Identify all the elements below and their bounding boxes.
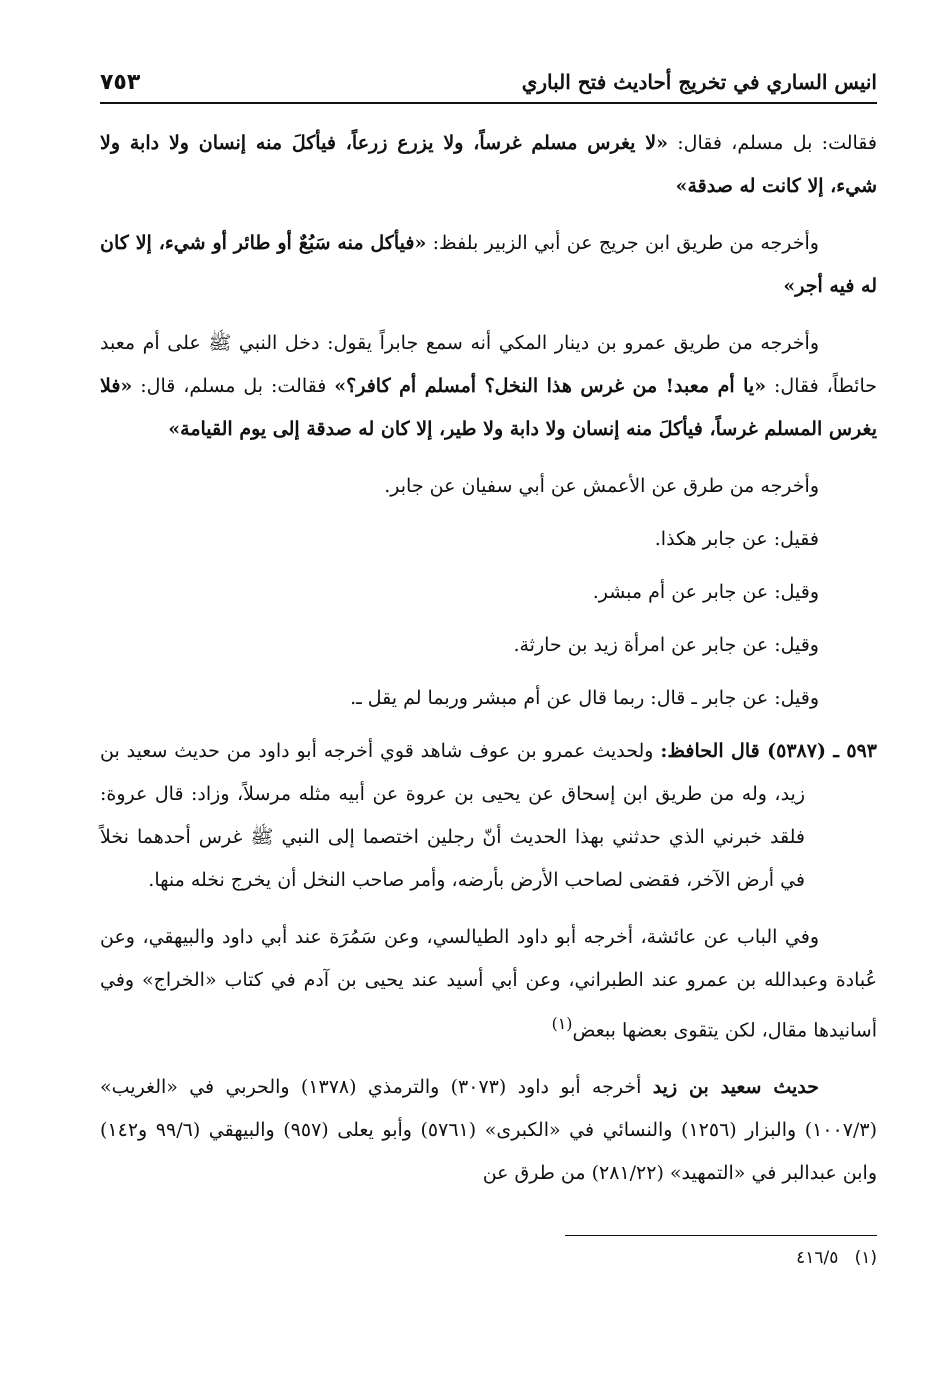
paragraph-1: [100, 122, 877, 208]
paragraph-4-text: وفي الباب عن عائشة، أخرجه أبو داود الطيالسي، وعن سَمُرَة عند أبي داود والبيهقي، وعن عُبادة وعبدالله بن عمرو عند الطبراني، وعن أبي أسيد عند يحيى بن آدم في كتاب «الخراج» وفي أسانيدها مقال، لكن يتقوى بعضها ببعض: [100, 926, 877, 1042]
paragraph-3: [100, 322, 877, 451]
list-item: وقيل: عن جابر عن أم مبشر.: [592, 581, 819, 603]
paragraph-1-quote: «لا يغرس مسلم غرساً، ولا يزرع زرعاً، فيأكلَ منه إنسان ولا دابة ولا شيء، إلا كانت له صدقة»: [100, 132, 877, 197]
paragraph-2-text: وأخرجه من طريق ابن جريج عن أبي الزبير بلفظ:: [426, 232, 819, 254]
paragraph-3-text-2: فقالت: بل مسلم، قال:: [132, 375, 335, 397]
list-item: فقيل: عن جابر هكذا.: [654, 528, 819, 550]
footnote-separator: [565, 1235, 877, 1236]
footnote-marker: (١): [854, 1248, 877, 1268]
footnote-text: ٤١٦/٥: [796, 1248, 839, 1268]
hadith-entry: [100, 730, 877, 902]
paragraph-1-text: فقالت: بل مسلم، فقال:: [667, 132, 877, 154]
paragraph-5-heading: حديث سعيد بن زيد: [652, 1076, 819, 1099]
paragraph-2: [100, 222, 877, 308]
main-text: [100, 122, 877, 1209]
paragraph-2-quote: «فيأكل منه سَبُعٌ أو طائر أو شيء، إلا كان له فيه أجر»: [100, 232, 877, 297]
hadith-number: ٥٩٣ ـ (٥٣٨٧) قال الحافظ:: [660, 740, 877, 762]
list-item: وأخرجه من طرق عن الأعمش عن أبي سفيان عن جابر.: [384, 475, 819, 497]
paragraph-3-text: وأخرجه من طريق عمرو بن دينار المكي أنه سمع جابراً يقول: دخل النبي ﷺ على أم معبد حائطاً، فقال:: [100, 332, 877, 397]
paragraph-3-quote-2: «فلا يغرس المسلم غرساً، فيأكلَ منه إنسان ولا دابة ولا طير، إلا كان له صدقة إلى يوم القيامة»: [100, 375, 877, 440]
hadith-text: ولحديث عمرو بن عوف شاهد قوي أخرجه أبو داود من حديث سعيد بن زيد، وله من طريق ابن إسحاق عن يحيى بن عروة عن أبيه مثله مرسلاً، وزاد: قال عروة: فلقد خبرني الذي حدثني بهذا الحديث أنّ رجلين اختصما إلى النبي ﷺ غرس أحدهما نخلاً في أرض الآخر، فقضى لصاحب الأرض بأرضه، وأمر صاحب النخل أن يخرج نخله منها.: [100, 740, 805, 891]
list-item: وقيل: عن جابر ـ قال: ربما قال عن أم مبشر وربما لم يقل ـ.: [350, 687, 819, 709]
paragraph-4: [100, 916, 877, 1052]
paragraph-3-quote-1: «يا أم معبد! من غرس هذا النخل؟ أمسلم أم كافر؟»: [334, 375, 767, 397]
paragraph-5-text: أخرجه أبو داود (٣٠٧٣) والترمذي (١٣٧٨) والحربي في «الغريب» (١٠٠٧/٣) والبزار (١٢٥٦) والنسائي في «الكبرى» (٥٧٦١) وأبو يعلى (٩٥٧) والبيهقي (٩٩/٦ و١٤٢) وابن عبدالبر في «التمهيد» (٢٨١/٢٢) من طرق عن: [100, 1076, 877, 1185]
page-number: ٧٥٣: [100, 69, 141, 95]
running-header: [100, 62, 877, 104]
footnote: [580, 1248, 877, 1268]
book-title: انيس الساري في تخريج أحاديث فتح الباري: [521, 70, 877, 94]
list-item: وقيل: عن جابر عن امرأة زيد بن حارثة.: [513, 634, 819, 656]
paragraph-5: [100, 1066, 877, 1195]
footnote-reference: (١): [551, 1014, 573, 1033]
